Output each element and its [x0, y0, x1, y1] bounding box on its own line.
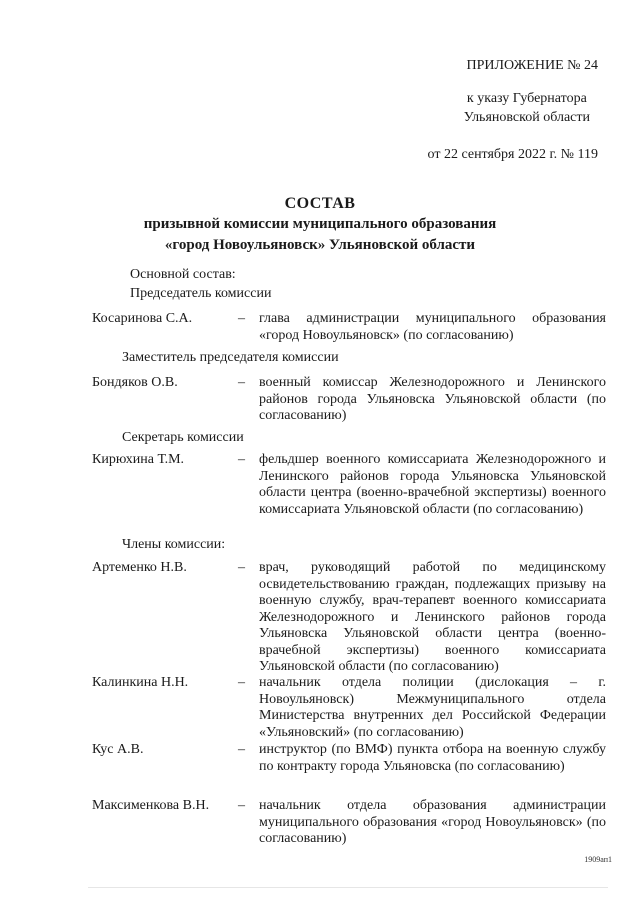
- member-dash: –: [238, 452, 245, 467]
- section-members: Члены комиссии:: [122, 537, 226, 552]
- member-name: Калинкина Н.Н.: [92, 675, 189, 690]
- section-chairman: Председатель комиссии: [130, 286, 272, 301]
- member-dash: –: [238, 675, 245, 690]
- member-name: Кус А.В.: [92, 742, 144, 757]
- member-dash: –: [238, 311, 245, 326]
- member-description: фельдшер военного комиссариата Железнодорожного и Ленинского районов города Ульяновска Ульяновской области центра (военно-врачебной экспертизы) военного комиссариата Ульяновской области (по согласованию): [259, 452, 606, 517]
- decree-line-2: Ульяновской области: [463, 110, 590, 125]
- member-dash: –: [238, 375, 245, 390]
- member-description: врач, руководящий работой по медицинскому освидетельствованию граждан, подлежащих призыву на военную службу, врач-терапевт военного комиссариата Железнодорожного и Ленинского районов города Ульяновска Ульяновской области центра (военно-врачебной экспертизы) военного комиссариата Ульяновской области (по согласованию): [259, 560, 606, 674]
- member-name: Максименкова В.Н.: [92, 798, 210, 813]
- member-dash: –: [238, 560, 245, 575]
- member-dash: –: [238, 798, 245, 813]
- member-description: начальник отдела полиции (дислокация – г. Новоульяновск) Межмуниципального отдела Министерства внутренних дел Российской Федерации «Ульяновский» (по согласованию): [259, 675, 606, 740]
- member-description: военный комиссар Железнодорожного и Ленинского районов города Ульяновска Ульяновской области (по согласованию): [259, 375, 606, 423]
- title-line-2: призывной комиссии муниципального образования: [143, 216, 497, 232]
- title-line-3: «город Новоульяновск» Ульяновской области: [164, 237, 476, 253]
- section-deputy: Заместитель председателя комиссии: [122, 350, 339, 365]
- section-secretary: Секретарь комиссии: [122, 430, 244, 445]
- member-description: инструктор (по ВМФ) пункта отбора на военную службу по контракту города Ульяновска (по согласованию): [259, 742, 606, 774]
- document-title: [0, 193, 640, 256]
- decree-date: от 22 сентября 2022 г. № 119: [427, 147, 598, 162]
- member-name: Артеменко Н.В.: [92, 560, 187, 575]
- scan-edge-line: [88, 887, 608, 888]
- footer-code: 1909ап1: [584, 855, 612, 864]
- section-main-composition: Основной состав:: [130, 267, 236, 282]
- decree-reference: [464, 89, 590, 127]
- member-name: Бондяков О.В.: [92, 375, 178, 390]
- member-name: Кирюхина Т.М.: [92, 452, 185, 467]
- member-description: начальник отдела образования администрации муниципального образования «город Новоульяновск» (по согласованию): [259, 798, 606, 846]
- member-description: глава администрации муниципального образования «город Новоульяновск» (по согласованию): [259, 311, 606, 343]
- member-dash: –: [238, 742, 245, 757]
- appendix-number: ПРИЛОЖЕНИЕ № 24: [466, 58, 598, 73]
- decree-line-1: к указу Губернатора: [466, 91, 587, 106]
- title-main: СОСТАВ: [284, 195, 356, 212]
- member-name: Косаринова С.А.: [92, 311, 193, 326]
